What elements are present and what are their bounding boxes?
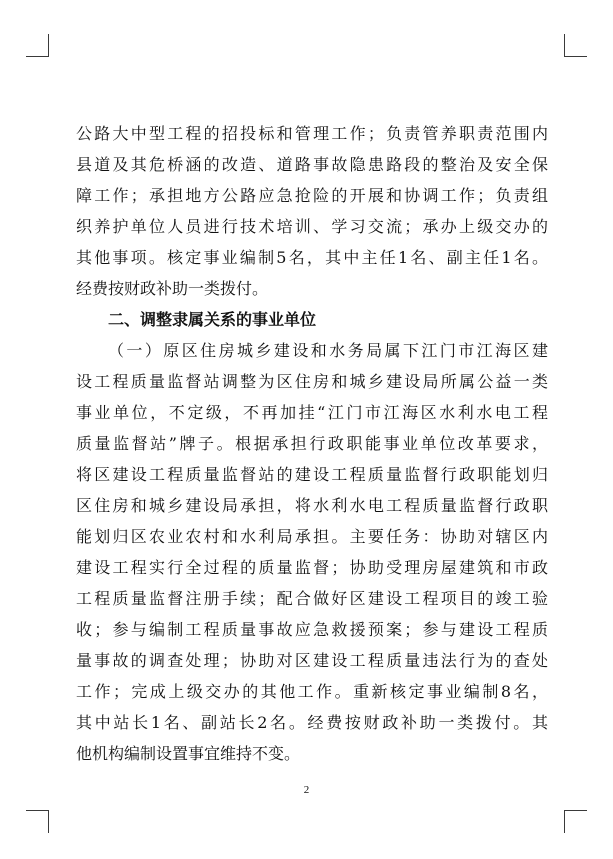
section-heading: 二、调整隶属关系的事业单位: [108, 310, 317, 329]
paragraph-continuation: [76, 118, 548, 304]
text-line: 将区建设工程质量监督站的建设工程质量监督行政职能划归: [76, 465, 548, 484]
text-line: 事业单位，不定级，不再加挂“江门市江海区水利水电工程: [76, 403, 548, 422]
text-line: 县道及其危桥涵的改造、道路事故隐患路段的整治及安全保: [76, 155, 548, 174]
text-line: 他机构编制设置事宜维持不变。: [76, 744, 301, 763]
crop-mark-bottom-left: [26, 810, 49, 833]
text-line: 障工作；承担地方公路应急抢险的开展和协调工作；负责组: [76, 186, 548, 205]
text-line: 能划归区农业农村和水利局承担。主要任务：协助对辖区内: [76, 527, 548, 546]
paragraph-one: [76, 335, 548, 769]
text-line: （一）原区住房城乡建设和水务局属下江门市江海区建: [108, 341, 548, 360]
crop-mark-top-right: [564, 34, 587, 57]
text-line: 经费按财政补助一类拨付。: [76, 279, 269, 298]
text-line: 其中站长1名、副站长2名。经费按财政补助一类拨付。其: [76, 713, 548, 732]
document-body: [76, 118, 548, 769]
crop-mark-bottom-right: [564, 810, 587, 833]
crop-mark-top-left: [26, 34, 49, 57]
text-line: 其他事项。核定事业编制5名，其中主任1名、副主任1名。: [76, 248, 548, 267]
page-number: 2: [303, 784, 310, 796]
text-line: 收；参与编制工程质量事故应急救援预案；参与建设工程质: [76, 620, 548, 639]
text-line: 建设工程实行全过程的质量监督；协助受理房屋建筑和市政: [76, 558, 548, 577]
text-line: 织养护单位人员进行技术培训、学习交流；承办上级交办的: [76, 217, 548, 236]
text-line: 工作；完成上级交办的其他工作。重新核定事业编制8名，: [76, 682, 548, 701]
text-line: 质量监督站”牌子。根据承担行政职能事业单位改革要求，: [76, 434, 548, 453]
text-line: 量事故的调查处理；协助对区建设工程质量违法行为的查处: [76, 651, 548, 670]
text-line: 设工程质量监督站调整为区住房和城乡建设局所属公益一类: [76, 372, 548, 391]
text-line: 工程质量监督注册手续；配合做好区建设工程项目的竣工验: [76, 589, 548, 608]
text-line: 公路大中型工程的招投标和管理工作；负责管养职责范围内: [76, 124, 548, 143]
text-line: 区住房和城乡建设局承担，将水利水电工程质量监督行政职: [76, 496, 548, 515]
